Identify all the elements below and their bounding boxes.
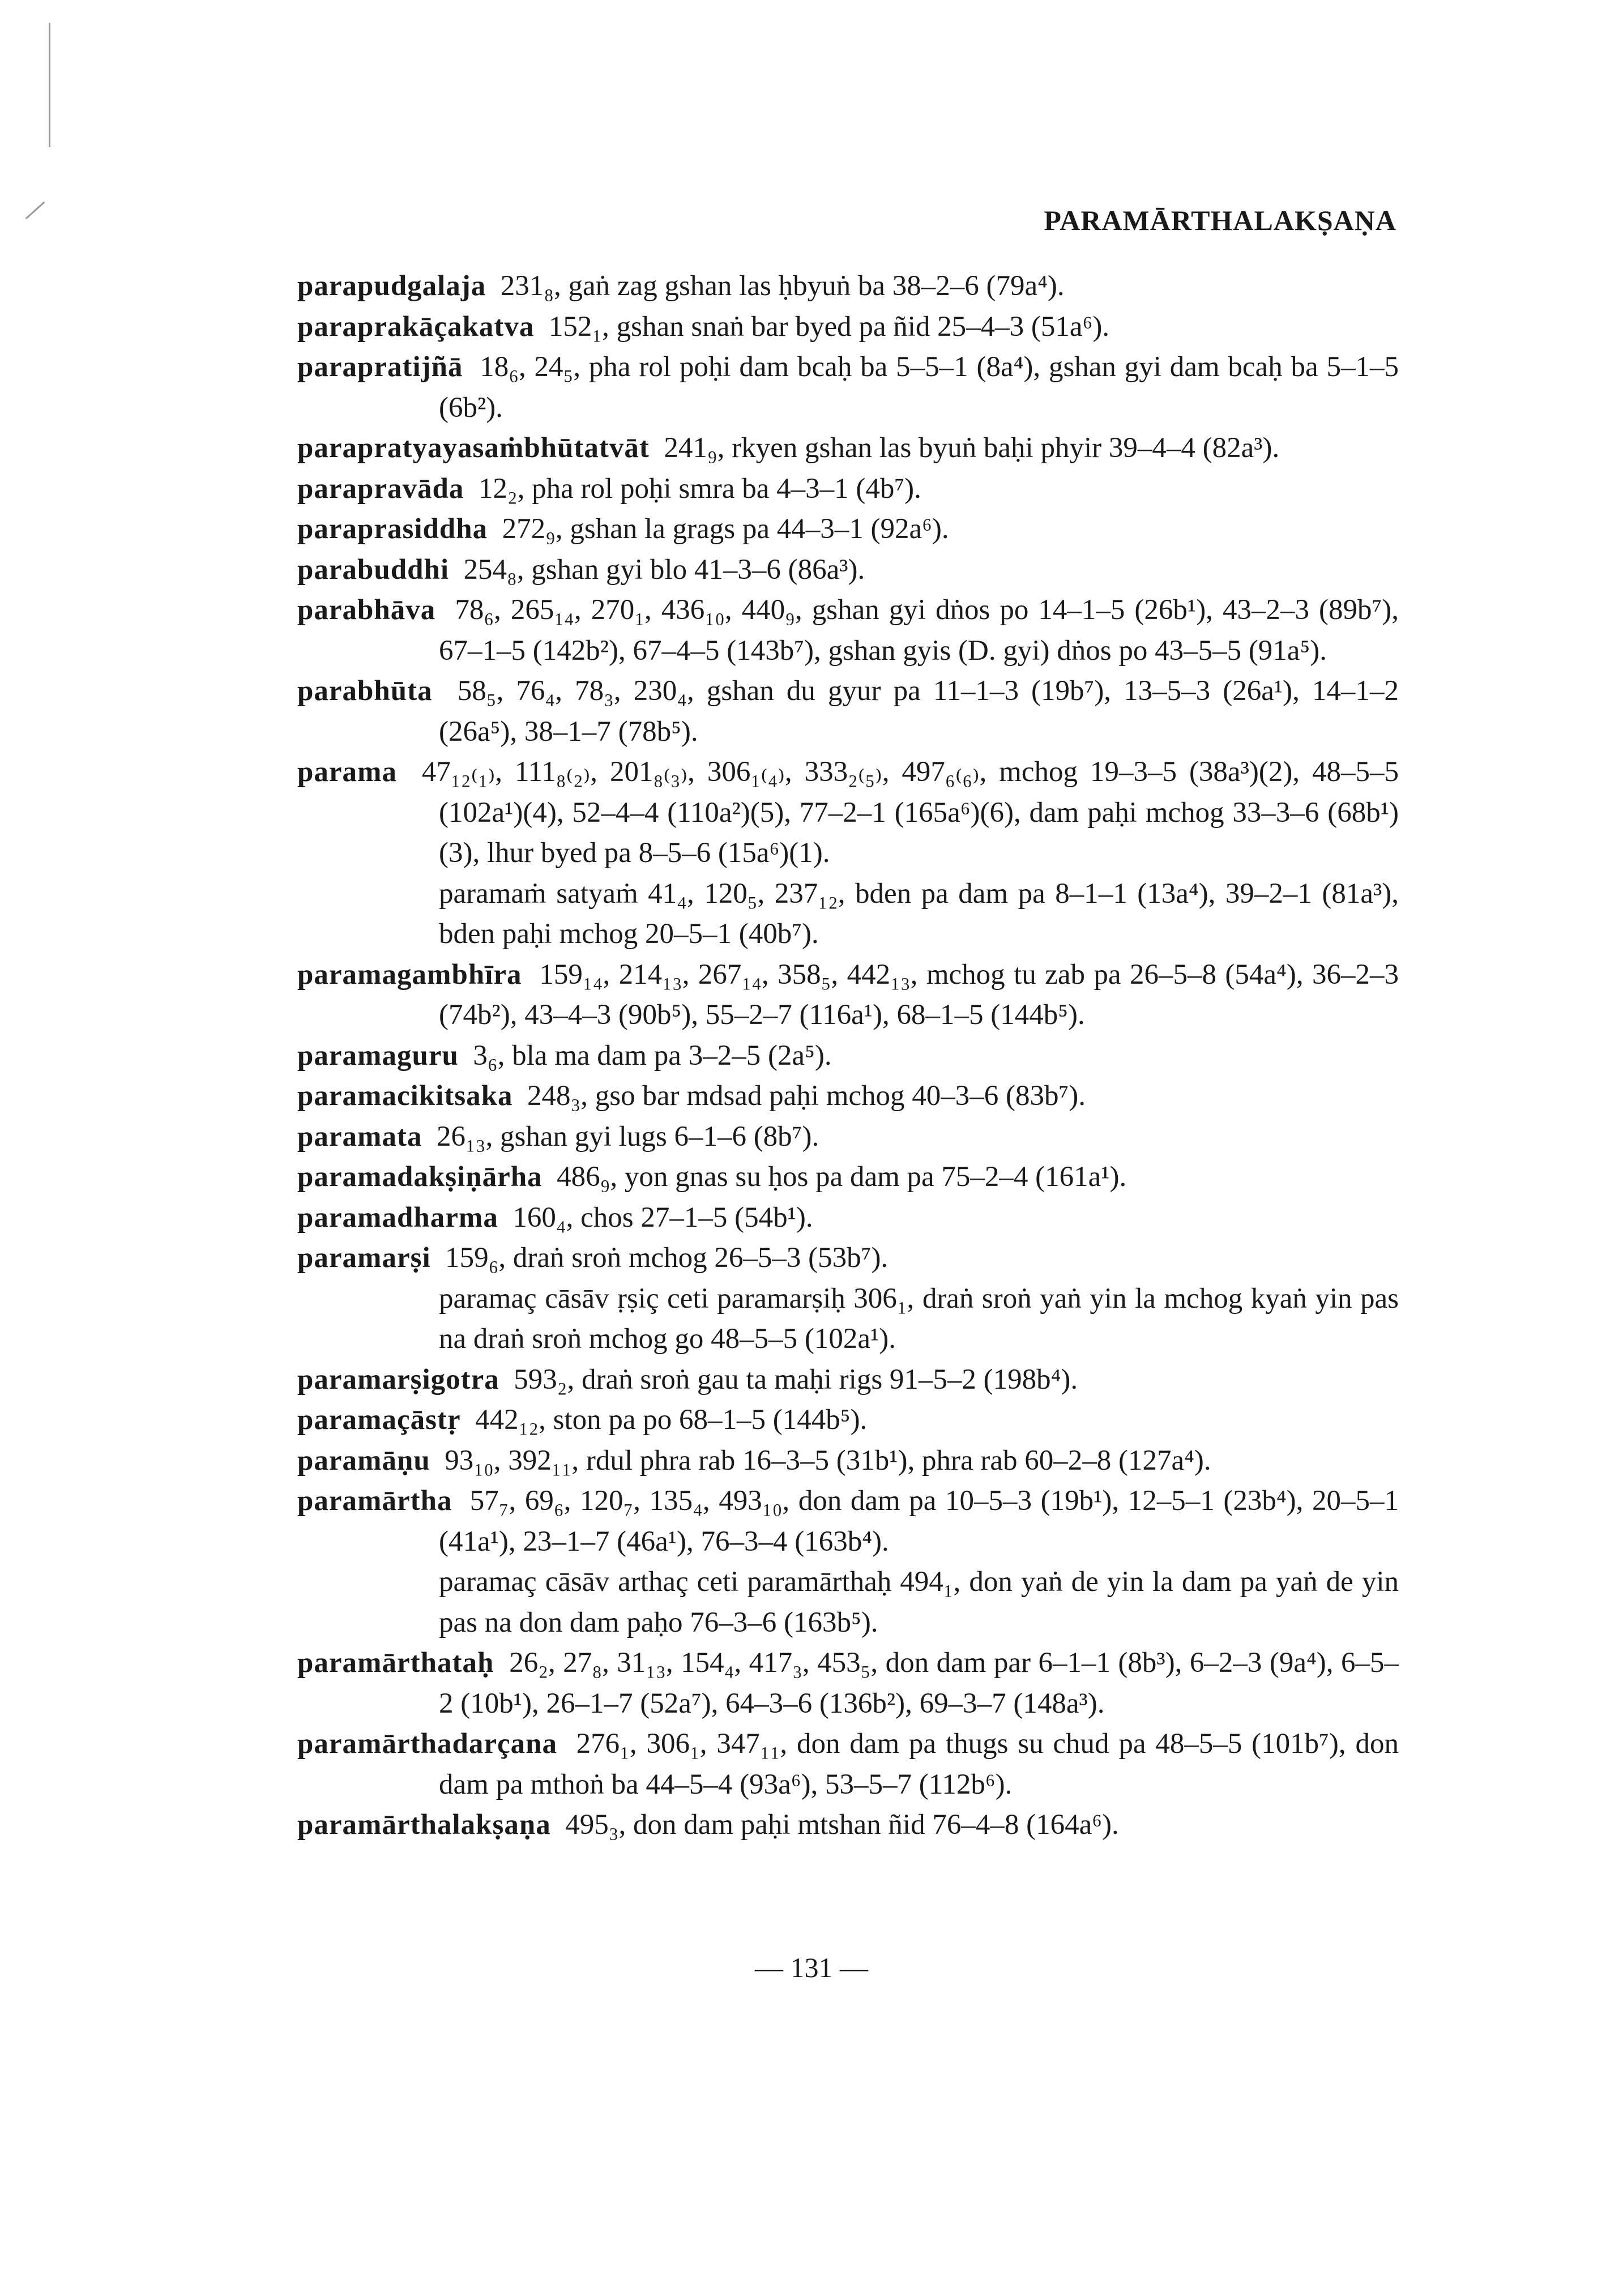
dictionary-entry	[297, 1238, 1399, 1279]
headword: paramārtha	[297, 1485, 452, 1517]
dictionary-entry	[297, 1157, 1399, 1198]
dictionary-entries	[297, 266, 1399, 1846]
headword: parama	[297, 756, 397, 788]
headword: paraprakāçakatva	[297, 310, 535, 343]
headword: parabuddhi	[297, 553, 449, 586]
dictionary-entry	[297, 1481, 1399, 1562]
entry-subentry: paramaṁ satyaṁ 41₄, 120₅, 237₁₂, bden pa dam pa 8–1–1 (13a⁴), 39–2–1 (81a³), bden paḥi mchog 20–5–1 (40b⁷).	[439, 877, 1399, 950]
headword: paramāṇu	[297, 1444, 430, 1476]
headword: paramaguru	[297, 1039, 459, 1072]
entry-text: 160₄, chos 27–1–5 (54b¹).	[512, 1201, 813, 1234]
scan-margin-tick	[25, 202, 45, 220]
entry-text: 57₇, 69₆, 120₇, 135₄, 493₁₀, don dam pa 10–5–3 (19b¹), 12–5–1 (23b⁴), 20–5–1 (41a¹), 23–1–7 (46a¹), 76–3–4 (163b⁴).	[439, 1485, 1399, 1557]
headword: paramārthataḥ	[297, 1647, 494, 1679]
dictionary-entry	[297, 1117, 1399, 1158]
entry-text: 272₉, gshan la grags pa 44–3–1 (92a⁶).	[502, 513, 949, 545]
dictionary-entry	[297, 590, 1399, 671]
entry-text: 93₁₀, 392₁₁, rdul phra rab 16–3–5 (31b¹), phra rab 60–2–8 (127a⁴).	[445, 1444, 1211, 1476]
dictionary-entry	[297, 509, 1399, 550]
headword: paraprasiddha	[297, 513, 488, 545]
entry-text: 58₅, 76₄, 78₃, 230₄, gshan du gyur pa 11–1–3 (19b⁷), 13–5–3 (26a¹), 14–1–2 (26a⁵), 38–1–7 (78b⁵).	[439, 675, 1399, 748]
headword: paramarṣigotra	[297, 1363, 499, 1395]
headword: paramata	[297, 1120, 422, 1153]
dictionary-entry	[297, 1198, 1399, 1239]
entry-subentry: paramaç cāsāv arthaç ceti paramārthaḥ 494₁, don yaṅ de yin la dam pa yaṅ de yin pas na don dam paḥo 76–3–6 (163b⁵).	[439, 1566, 1399, 1638]
scan-margin-line	[49, 23, 50, 147]
entry-text: 276₁, 306₁, 347₁₁, don dam pa thugs su chud pa 48–5–5 (101b⁷), don dam pa mthoṅ ba 44–5–4 (93a⁶), 53–5–7 (112b⁶).	[439, 1728, 1399, 1800]
headword: parapudgalaja	[297, 270, 486, 302]
headword: parabhūta	[297, 675, 433, 707]
dictionary-entry	[297, 307, 1399, 348]
dictionary-entry	[297, 752, 1399, 874]
dictionary-entry	[297, 266, 1399, 307]
dictionary-entry	[297, 671, 1399, 752]
dictionary-entry	[297, 955, 1399, 1036]
entry-text: 593₂, draṅ sroṅ gau ta maḥi rigs 91–5–2 (198b⁴).	[514, 1363, 1078, 1395]
headword: parapravāda	[297, 472, 464, 505]
dictionary-entry	[297, 428, 1399, 469]
headword: paramarṣi	[297, 1242, 431, 1274]
dictionary-entry	[297, 1805, 1399, 1846]
entry-text: 241₉, rkyen gshan las byuṅ baḥi phyir 39–4–4 (82a³).	[664, 432, 1280, 464]
headword: paramacikitsaka	[297, 1080, 513, 1112]
entry-text: 26₁₃, gshan gyi lugs 6–1–6 (8b⁷).	[436, 1120, 819, 1153]
dictionary-entry	[297, 1036, 1399, 1077]
entry-text: 3₆, bla ma dam pa 3–2–5 (2a⁵).	[473, 1039, 832, 1072]
dictionary-entry	[297, 1724, 1399, 1805]
entry-text: 495₃, don dam paḥi mtshan ñid 76–4–8 (164a⁶).	[565, 1809, 1119, 1841]
entry-text: 254₈, gshan gyi blo 41–3–6 (86a³).	[463, 553, 865, 586]
entry-text: 231₈, gaṅ zag gshan las ḥbyuṅ ba 38–2–6 (79a⁴).	[500, 270, 1065, 302]
headword: parabhāva	[297, 594, 436, 626]
headword: parapratijñā	[297, 351, 463, 383]
entry-text: 159₆, draṅ sroṅ mchog 26–5–3 (53b⁷).	[445, 1242, 889, 1274]
dictionary-entry	[297, 1360, 1399, 1401]
entry-text: 159₁₄, 214₁₃, 267₁₄, 358₅, 442₁₃, mchog tu zab pa 26–5–8 (54a⁴), 36–2–3 (74b²), 43–4–3 (90b⁵), 55–2–7 (116a¹), 68–1–5 (144b⁵).	[439, 958, 1399, 1031]
entry-text: 442₁₂, ston pa po 68–1–5 (144b⁵).	[475, 1404, 868, 1436]
dictionary-entry	[297, 1076, 1399, 1117]
entry-text: 248₃, gso bar mdsad paḥi mchog 40–3–6 (83b⁷).	[527, 1080, 1086, 1112]
running-header: PARAMĀRTHALAKṢAṆA	[1044, 204, 1396, 236]
dictionary-entry	[297, 347, 1399, 428]
dictionary-entry	[297, 1643, 1399, 1724]
dictionary-entry	[297, 1400, 1399, 1441]
entry-text: 12₂, pha rol poḥi smra ba 4–3–1 (4b⁷).	[478, 472, 921, 505]
headword: paramaçāstṛ	[297, 1404, 461, 1436]
headword: paramagambhīra	[297, 958, 522, 991]
entry-text: 78₆, 265₁₄, 270₁, 436₁₀, 440₉, gshan gyi dṅos po 14–1–5 (26b¹), 43–2–3 (89b⁷), 67–1–5 (142b²), 67–4–5 (143b⁷), gshan gyis (D. gyi) dṅos po 43–5–5 (91a⁵).	[439, 594, 1399, 667]
entry-text: 47₁₂₍₁₎, 111₈₍₂₎, 201₈₍₃₎, 306₁₍₄₎, 333₂₍₅₎, 497₆₍₆₎, mchog 19–3–5 (38a³)(2), 48–5–5 (102a¹)(4), 52–4–4 (110a²)(5), 77–2–1 (165a⁶)(6), dam paḥi mchog 33–3–6 (68b¹)(3), lhur byed pa 8–5–6 (15a⁶)(1).	[421, 756, 1399, 869]
headword: paramadakṣiṇārha	[297, 1161, 543, 1193]
headword: paramārthadarçana	[297, 1728, 557, 1760]
entry-text: 486₉, yon gnas su ḥos pa dam pa 75–2–4 (161a¹).	[557, 1161, 1127, 1193]
entry-text: 18₆, 24₅, pha rol poḥi dam bcaḥ ba 5–5–1 (8a⁴), gshan gyi dam bcaḥ ba 5–1–5 (6b²).	[439, 351, 1399, 424]
dictionary-entry	[297, 469, 1399, 510]
page-number: — 131 —	[755, 1952, 868, 1983]
dictionary-entry	[297, 1441, 1399, 1482]
headword: paramārthalakṣaṇa	[297, 1809, 551, 1841]
dictionary-entry	[297, 550, 1399, 591]
entry-text: 152₁, gshan snaṅ bar byed pa ñid 25–4–3 (51a⁶).	[548, 310, 1110, 343]
headword: parapratyayasaṁbhūtatvāt	[297, 432, 650, 464]
entry-text: 26₂, 27₈, 31₁₃, 154₄, 417₃, 453₅, don dam par 6–1–1 (8b³), 6–2–3 (9a⁴), 6–5–2 (10b¹), 26–1–7 (52a⁷), 64–3–6 (136b²), 69–3–7 (148a³).	[439, 1647, 1399, 1719]
entry-subentry: paramaç cāsāv ṛṣiç ceti paramarṣiḥ 306₁, draṅ sroṅ yaṅ yin la mchog kyaṅ yin pas na draṅ sroṅ mchog go 48–5–5 (102a¹).	[439, 1282, 1399, 1355]
headword: paramadharma	[297, 1201, 498, 1234]
